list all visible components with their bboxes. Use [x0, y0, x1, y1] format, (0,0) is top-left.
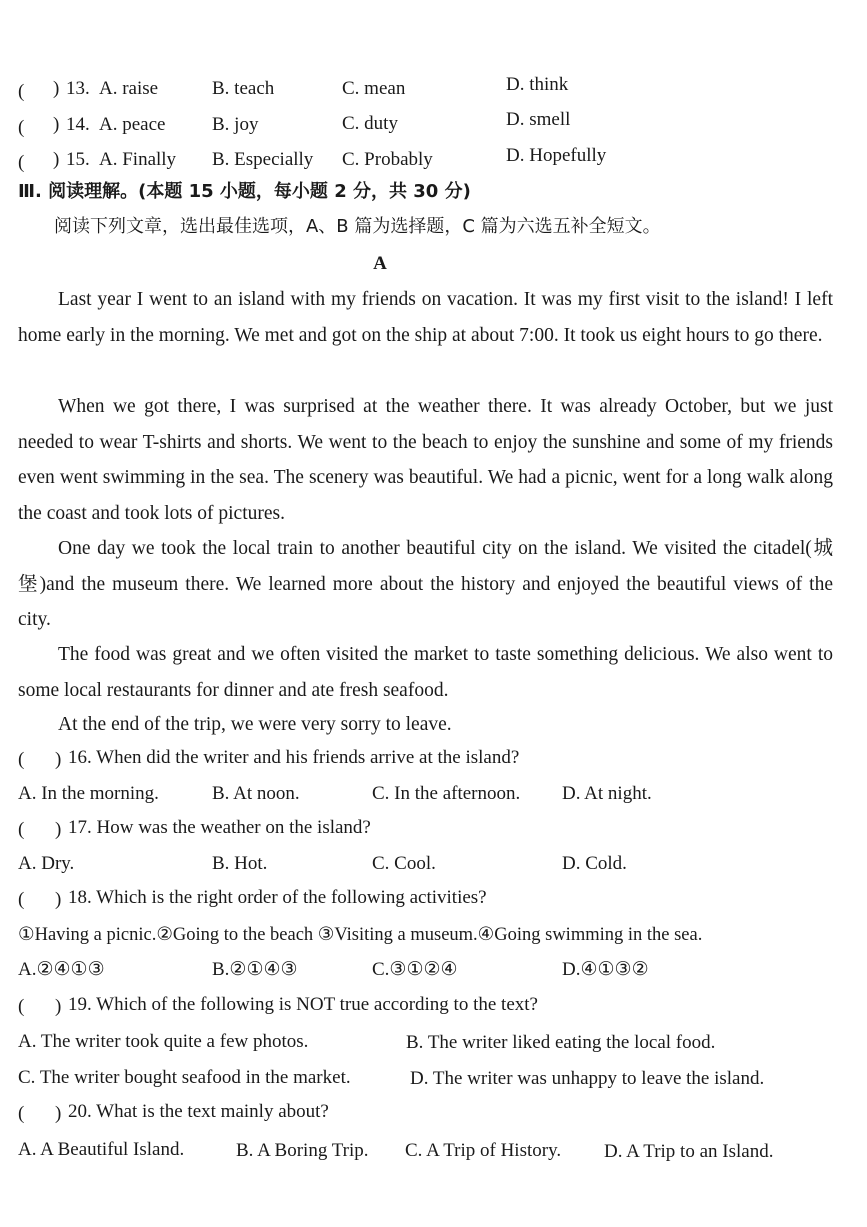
answer-paren-open: ( [18, 749, 25, 770]
option-d: D. A Trip to an Island. [604, 1141, 774, 1162]
answer-paren-close: ) [55, 1103, 62, 1124]
option-a: A. peace [99, 114, 166, 135]
option-b: B. joy [212, 114, 259, 135]
option-b: B. Hot. [212, 853, 268, 874]
option-b: B. A Boring Trip. [236, 1140, 369, 1161]
question-stem: 18. Which is the right order of the following activities? [68, 887, 487, 908]
option-c: C. mean [342, 78, 406, 99]
option-b: B. teach [212, 78, 275, 99]
answer-paren-close: ) [55, 819, 62, 840]
option-c: C. Probably [342, 149, 433, 170]
question-number: 15. [66, 149, 90, 170]
option-d: D. Hopefully [506, 145, 607, 166]
option-d: D. The writer was unhappy to leave the island. [410, 1068, 765, 1089]
answer-paren-open: ( [18, 1103, 25, 1124]
answer-paren-close: ) [55, 749, 62, 770]
option-b: B.②①④③ [212, 959, 298, 980]
question-stem: 20. What is the text mainly about? [68, 1101, 329, 1122]
passage-paragraph: Last year I went to an island with my friends on vacation. It was my first visit to the island! I left home early in the morning. We met and got on the ship at about 7:00. It took us eight hours to go there. [18, 289, 833, 346]
option-a: A. The writer took quite a few photos. [18, 1031, 309, 1052]
question-stem: 16. When did the writer and his friends arrive at the island? [68, 747, 520, 768]
option-c: C.③①②④ [372, 959, 458, 980]
answer-paren-open: ( [18, 889, 25, 910]
section-title: Ⅲ. 阅读理解。(本题 15 小题，每小题 2 分，共 30 分) [18, 181, 471, 202]
option-a: A. A Beautiful Island. [18, 1139, 185, 1160]
option-a: A. raise [99, 78, 159, 99]
passage-paragraph: At the end of the trip, we were very sorry to leave. [58, 714, 452, 735]
answer-paren-close: ) [53, 114, 60, 135]
option-c: C. duty [342, 113, 398, 134]
option-d: D. think [506, 74, 569, 95]
answer-paren-close: ) [53, 149, 60, 170]
answer-paren-open: ( [18, 152, 25, 173]
section-instruction: 阅读下列文章，选出最佳选项，A、B 篇为选择题，C 篇为六选五补全短文。 [54, 216, 661, 237]
question-stem: 17. How was the weather on the island? [68, 817, 371, 838]
option-a: A. In the morning. [18, 783, 159, 804]
option-c: C. In the afternoon. [372, 783, 521, 804]
answer-paren-close: ) [55, 889, 62, 910]
answer-paren-open: ( [18, 996, 25, 1017]
option-a: A. Dry. [18, 853, 75, 874]
option-a: A.②④①③ [18, 959, 105, 980]
passage-paragraph: When we got there, I was surprised at the weather there. It was already October, but we just needed to wear T-shirts and shorts. We went to the beach to enjoy the sunshine and some of my friends even went swimming in the sea. The scenery was beautiful. We had a picnic, went for a long walk along the coast and took lots of pictures. [18, 396, 833, 524]
passage-paragraph: The food was great and we often visited the market to taste something delicious. We also went to some local restaurants for dinner and ate fresh seafood. [18, 644, 833, 701]
option-d: D. smell [506, 109, 571, 130]
question-number: 13. [66, 78, 90, 99]
activity-list: ①Having a picnic.②Going to the beach ③Visiting a museum.④Going swimming in the sea. [18, 925, 703, 945]
option-d: D. Cold. [562, 853, 627, 874]
option-c: C. Cool. [372, 853, 436, 874]
question-number: 14. [66, 114, 90, 135]
passage-label: A [373, 253, 387, 274]
option-b: B. Especially [212, 149, 314, 170]
answer-paren-close: ) [53, 78, 60, 99]
question-stem: 19. Which of the following is NOT true according to the text? [68, 994, 538, 1015]
passage-paragraph: One day we took the local train to another beautiful city on the island. We visited the citadel(城堡)and the museum there. We learned more about the history and enjoyed the beautiful views of the city. [18, 538, 833, 631]
answer-paren-open: ( [18, 81, 25, 102]
answer-paren-open: ( [18, 117, 25, 138]
option-a: A. Finally [99, 149, 177, 170]
option-c: C. A Trip of History. [405, 1140, 562, 1161]
option-b: B. The writer liked eating the local food. [406, 1032, 716, 1053]
option-d: D.④①③② [562, 959, 649, 980]
option-b: B. At noon. [212, 783, 300, 804]
option-c: C. The writer bought seafood in the market. [18, 1067, 351, 1088]
answer-paren-close: ) [55, 996, 62, 1017]
option-d: D. At night. [562, 783, 652, 804]
answer-paren-open: ( [18, 819, 25, 840]
